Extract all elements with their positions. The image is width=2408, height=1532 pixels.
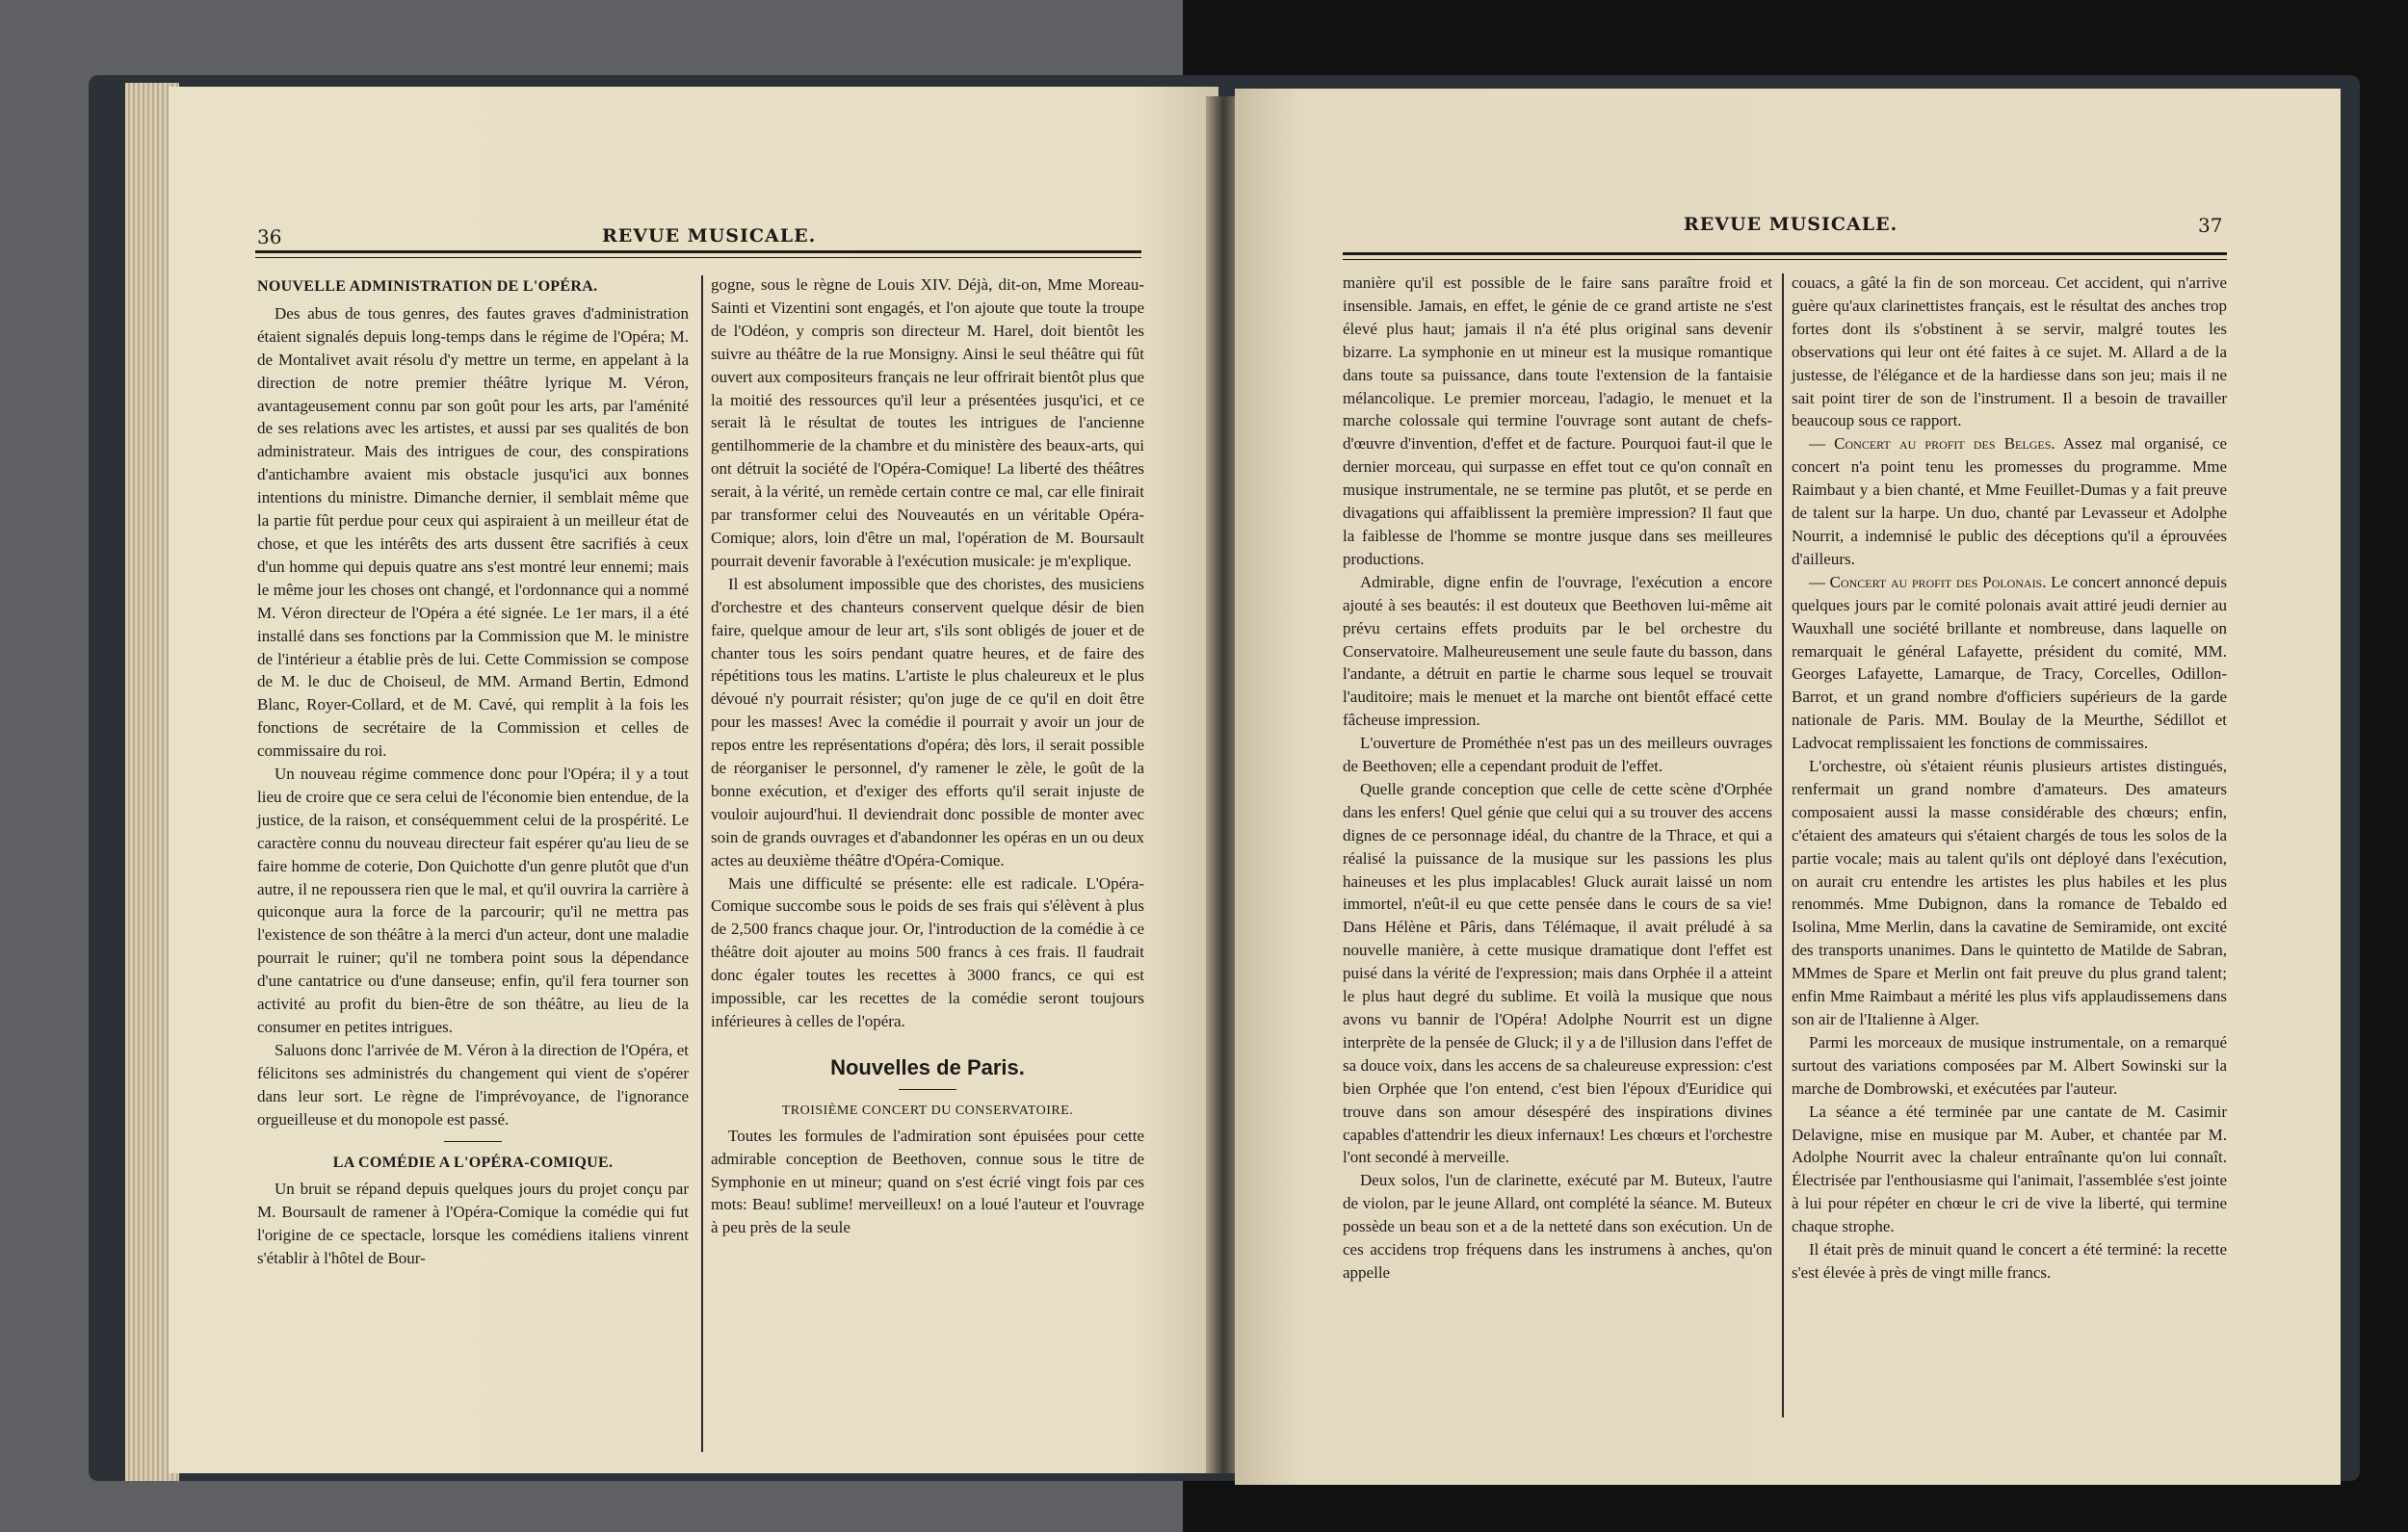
paragraph: L'orchestre, où s'étaient réunis plusieurs artistes distingués, renfermait un grand nombre d'amateurs. Des amateurs composaient aussi la masse considérable des chœurs; enfin, c'étaient des amateurs qui s'étaient chargés de tous les solos de la partie vocale; mais au talent qu'ils ont déployé dans l'exécution, on aurait cru entendre les artistes les plus habiles et les plus renommés. Mme Dubignon, dans la romance de Tebaldo ed Isolina, Mme Merlin, dans la cavatine de Semiramide, ont excité des transports unanimes. Dans le quintetto de Matilde de Sabran, MMmes de Spare et Merlin ont fait preuve du plus grand talent; enfin Mme Raimbaut a mérité les plus vifs applaudissemens dans son air de l'Italienne à Alger.	[1792, 757, 2227, 1028]
paragraph: Il était près de minuit quand le concert a été terminé: la recette s'est élevée à près de vingt mille francs.	[1792, 1240, 2227, 1282]
paragraph: couacs, a gâté la fin de son morceau. Cet accident, qui n'arrive guère qu'aux clarinettistes français, est le résultat des anches trop fortes dont ils s'obstinent à se servir, malgré toutes les observations qui leur ont été faites à ce sujet. M. Allard a de la justesse, de l'élégance et de la hardiesse dans son jeu; mais il ne sait point tirer de son de l'instrument. Il a besoin de travailler beaucoup sous ce rapport.	[1792, 273, 2227, 430]
paragraph: manière qu'il est possible de le faire sans paraître froid et insensible. Jamais, en effet, le génie de ce grand artiste ne s'est élevé plus haut; jamais il n'a été plus original sans devenir bizarre. La symphonie en ut mineur est la musique romantique dans toute sa puissance, dans toute l'extension de la fantaisie mélancolique. Le premier morceau, l'adagio, le menuet et la marche colossale qui termine l'ouvrage sont autant de chefs-d'œuvre d'invention, d'effet et de facture. Pourquoi faut-il que le dernier morceau, qui surpasse en effet tout ce qu'on connaît en musique instrumentale, ne se termine pas plutôt, et se perde en divagations qui affaiblissent la première impression? Il faut que la faiblesse de l'homme se montre jusque dans ses meilleures productions.	[1343, 273, 1772, 568]
paragraph: Admirable, digne enfin de l'ouvrage, l'exécution a encore ajouté à ses beautés: il est douteux que Beethoven lui-même ait prévu certains effets produits par le bel orchestre du Conservatoire. Malheureusement une seule faute du basson, dans l'andante, a détruit en partie le charme sous lequel se trouvait l'auditoire; mais le menuet et la marche ont bientôt effacé cette fâcheuse impression.	[1343, 572, 1772, 730]
paragraph: L'ouverture de Prométhée n'est pas un des meilleurs ouvrages de Beethoven; elle a cependant produit de l'effet.	[1343, 734, 1772, 776]
section-title: Nouvelles de Paris.	[830, 1054, 1025, 1079]
paragraph: Il est absolument impossible que des choristes, des musiciens d'orchestre et des chanteurs conservent quelque désir de bien faire, quelque amour de leur art, s'ils sont obligés de jouer et de chanter tous les soirs pendant quatre heures, et de faire des répétitions tous les matins. L'artiste le plus chaleureux et le plus dévoué n'y pourrait résister; qu'on juge de ce qu'il en doit être pour les masses! Avec la comédie il pourrait y avoir un jour de repos entre les représentations d'opéra; dès lors, il serait possible de réorganiser le personnel, d'y ramener le zèle, le goût de la bonne exécution, et d'exiger des efforts qu'il serait injuste de vouloir aujourd'hui. Il deviendrait donc possible de monter avec soin de grands ouvrages et d'abandonner les opéras en un ou deux actes au deuxième théâtre d'Opéra-Comique.	[711, 574, 1144, 870]
paragraph: Un nouveau régime commence donc pour l'Opéra; il y a tout lieu de croire que ce sera celui de l'économie bien entendue, de la justice, de la raison, et conséquemment celui de la prospérité. Le caractère connu du nouveau directeur fait espérer qu'au lieu de se faire homme de coterie, Don Quichotte d'un genre plutôt que d'un autre, il ne repoussera rien que le mal, et qu'il ouvrira la carrière à quiconque aura la force de la parcourir; qu'il ne mettra pas l'existence de son théâtre à la merci d'un acteur, dont une maladie pourrait le ruiner; qu'il ne tombera point sous la dépendance d'une cantatrice ou d'une danseuse; enfin, qu'il fera tourner son activité au profit du bien-être de son théâtre, au lieu de la consumer en petites intrigues.	[257, 765, 689, 1036]
lead-in: — Concert au profit des Belges.	[1809, 434, 2055, 454]
header-rule	[1343, 252, 2227, 260]
section-divider	[444, 1141, 502, 1142]
paragraph: Saluons donc l'arrivée de M. Véron à la direction de l'Opéra, et félicitons ses administrés du changement qui vient de s'opérer dans leur sort. Le règne de l'imprévoyance, de l'ignorance orgueilleuse et du monopole est passé.	[257, 1040, 689, 1129]
subheading: TROISIÈME CONCERT DU CONSERVATOIRE.	[781, 1103, 1074, 1118]
paragraph	[1792, 571, 2227, 755]
heading-comedie: LA COMÉDIE A L'OPÉRA-COMIQUE.	[332, 1154, 614, 1171]
left-page	[169, 87, 1218, 1473]
heading-opera-administration: NOUVELLE ADMINISTRATION DE L'OPÉRA.	[257, 278, 598, 295]
column-divider	[1782, 273, 1784, 1417]
paragraph: gogne, sous le règne de Louis XIV. Déjà, dit-on, Mme Moreau-Sainti et Vizentini sont engagés, et l'on ajoute que toute la troupe de l'Odéon, y compris son directeur M. Harel, doit bientôt les suivre au théâtre de la rue Monsigny. Ainsi le seul théâtre qui fût ouvert aux compositeurs français ne leur offrirait bientôt plus que la moitié des ressources qu'il leur a présentées jusqu'ici, et ce serait là le résultat de toutes les intrigues de l'ancienne gentilhommerie de la chambre et du ministère des beaux-arts, qui ont détruit la société de l'Opéra-Comique! La liberté des théâtres serait, à la vérité, un remède certain contre ce mal, car elle finirait par transformer celui des Nouveautés en un véritable Opéra-Comique; alors, loin d'être un mal, l'opération de M. Boursault pourrait devenir favorable à l'exécution musicale: je m'explique.	[711, 275, 1144, 570]
running-head: REVUE MUSICALE.	[1684, 214, 1898, 235]
header-rule	[255, 250, 1141, 258]
paragraph: Deux solos, l'un de clarinette, exécuté par M. Buteux, l'autre de violon, par le jeune Allard, ont complété la séance. M. Buteux possède un beau son et a de la netteté dans son exécution. Un de ces accidens trop fréquens dans les instrumens à anches, qu'on appelle	[1343, 1171, 1772, 1282]
page-number: 36	[257, 225, 282, 248]
paragraph: Parmi les morceaux de musique instrumentale, on a remarqué surtout des variations composées par M. Albert Sowinski sur la marche de Dombrowski, et exécutées par l'auteur.	[1792, 1032, 2227, 1098]
section-divider	[899, 1089, 956, 1090]
page-number: 37	[2198, 214, 2223, 237]
paragraph: La séance a été terminée par une cantate de M. Casimir Delavigne, mise en musique par M. Auber, et chantée par M. Adolphe Nourrit avec la chaleur entraînante qu'on lui connaît. Électrisée par l'enthousiasme qui l'animait, l'assemblée s'est jointe à lui pour répéter en chœur le cri de vive la liberté, qui termine chaque strophe.	[1792, 1102, 2227, 1236]
paragraph	[1792, 432, 2227, 570]
lead-in: — Concert au profit des Polonais.	[1809, 572, 2047, 591]
left-column-2	[711, 273, 1144, 1239]
right-column-1	[1343, 272, 1772, 1285]
paragraph: Toutes les formules de l'admiration sont épuisées pour cette admirable conception de Beethoven, connue sous le titre de Symphonie en ut mineur; quand on s'est écrié vingt fois par ces mots: Beau! sublime! merveilleux! on a loué l'auteur et l'ouvrage à peu près de la seule	[711, 1126, 1144, 1237]
right-page	[1235, 89, 2341, 1485]
paragraph: Mais une difficulté se présente: elle est radicale. L'Opéra-Comique succombe sous le poids de ses frais qui s'élèvent à plus de 2,500 francs chaque jour. Or, l'introduction de la comédie à ce théâtre doit ajouter au moins 500 francs à ces frais. Il faudrait donc égaler toutes les recettes à 3000 francs, ce qui est impossible, car les recettes de la comédie seront toujours inférieures à celles de l'opéra.	[711, 873, 1144, 1030]
paragraph: Un bruit se répand depuis quelques jours du projet conçu par M. Boursault de ramener à l'Opéra-Comique la comédie qui fut l'origine de ce spectacle, lorsque les comédiens italiens vinrent s'établir à l'hôtel de Bour-	[257, 1180, 689, 1268]
right-column-2	[1792, 272, 2227, 1285]
paragraph-text: Assez mal organisé, ce concert n'a point tenu les promesses du programme. Mme Raimbaut y a bien chanté, et Mme Feuillet-Dumas y a fait preuve de talent sur la harpe. Un duo, chanté par Levasseur et Adolphe Nourrit, a indemnisé le public des déceptions qu'il a éprouvées d'ailleurs.	[1792, 434, 2228, 568]
left-column-1	[257, 273, 689, 1270]
paragraph: Des abus de tous genres, des fautes graves d'administration étaient signalés depuis long-temps dans le régime de l'Opéra; M. de Montalivet avait résolu d'y mettre un terme, en appelant à la direction de notre premier théâtre lyrique M. Véron, avantageusement connu par son goût pour les arts, par l'aménité de ses relations avec les artistes, et aussi par ses qualités de bon administrateur. Mais des intrigues de cour, des conspirations d'antichambre avaient mis obstacle jusqu'ici aux bonnes intentions du ministre. Dimanche dernier, il semblait même que la partie fût perdue pour ceux qui aspiraient à un meilleur état de chose, et que les intérêts des arts dussent être sacrifiés à ceux d'un homme qui depuis quatre ans s'est montré leur ennemi; mais le même jour les choses ont changé, et l'ordonnance qui a nommé M. Véron directeur de l'Opéra a été signée. Le 1er mars, il a été installé dans ses fonctions par la Commission que M. le ministre de l'intérieur a établie près de lui. Cette Commission se compose de M. le duc de Choiseul, de MM. Armand Bertin, Edmond Blanc, Royer-Collard, et de M. Cavé, qui remplit à la fois les fonctions de secrétaire de la Commission et celles de commissaire du roi.	[257, 303, 689, 761]
running-head: REVUE MUSICALE.	[602, 225, 817, 247]
paragraph-text: Le concert annoncé depuis quelques jours par le comité polonais avait attiré jeudi dernier au Wauxhall une société brillante et nombreuse, dans laquelle on remarquait le général Lafayette, président du comité, MM. Georges Lafayette, Lamarque, de Tracy, Corcelles, Odillon-Barrot, et un grand nombre d'officiers supérieurs de la garde nationale de Paris. MM. Boulay de la Meurthe, Sédillot et Ladvocat remplissaient les fonctions de commissaires.	[1792, 572, 2227, 753]
column-divider	[701, 275, 703, 1452]
paragraph: Quelle grande conception que celle de cette scène d'Orphée dans les enfers! Quel génie que celui qui a su trouver des accens dignes de ce personnage idéal, du chantre de la Thrace, et qui a réalisé la puissance de la musique sur les passions les plus haineuses et les plus implacables! Gluck aurait laissé un nom immortel, n'eût-il eu que cette pensée dans le cours de sa vie! Dans Hélène et Pâris, dans Télémaque, il avait préludé à sa nouvelle manière, à cette musique dramatique dont l'effet est puisé dans la vérité de l'expression; mais dans Orphée il a atteint le plus haut degré du sublime. Et voilà la musique que nous avons vu bannir de l'Opéra! Adolphe Nourrit est un digne interprète de la pensée de Gluck; il y a de l'illusion dans l'effet de sa douce voix, dans les accens de sa chaleureuse expression: c'est bien Orphée que l'on entend, c'est bien l'époux d'Euridice qui trouve dans son amour désespéré des inspirations divines capables d'attendrir les dieux infernaux! Les chœurs et l'orchestre l'ont secondé à merveille.	[1343, 779, 1772, 1167]
